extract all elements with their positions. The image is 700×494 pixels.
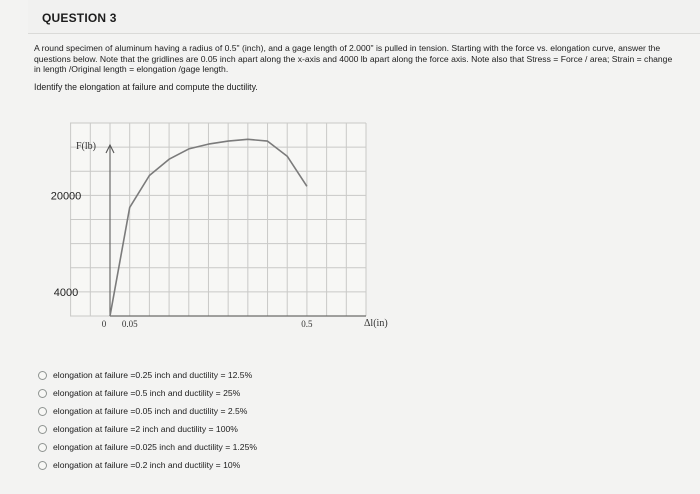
answer-option-6[interactable]: [38, 456, 257, 474]
question-header: [28, 0, 700, 34]
x-tick-label: 0: [101, 319, 107, 329]
answer-option-label: elongation at failure =0.25 inch and ductility = 12.5%: [53, 370, 253, 380]
answer-option-1[interactable]: [38, 366, 257, 384]
answer-option-label: elongation at failure =0.2 inch and ductility = 10%: [53, 460, 241, 470]
x-tick-label: 0.05: [121, 319, 138, 329]
radio-button[interactable]: [38, 407, 47, 416]
answer-option-label: elongation at failure =2 inch and ductility = 100%: [53, 424, 238, 434]
y-tick-label: 4000: [53, 286, 79, 299]
answer-option-5[interactable]: [38, 438, 257, 456]
y-tick-label: 20000: [50, 190, 82, 203]
answer-option-label: elongation at failure =0.5 inch and ductility = 25%: [53, 388, 241, 398]
question-prompt: A round specimen of aluminum having a radius of 0.5" (inch), and a gage length of 2.000" is pulled in tension. Starting with the force vs. elongation curve, answer the questions below. Note that the gridlines are 0.05 inch apart along the x-axis and 4000 lb apart along the force axis. Note also that Stress = Force / area; Strain = change in length /Original length = elongation /gage length.: [34, 43, 673, 75]
radio-button[interactable]: [38, 443, 47, 452]
answer-option-4[interactable]: [38, 420, 257, 438]
answer-option-3[interactable]: [38, 402, 257, 420]
radio-button[interactable]: [38, 371, 47, 380]
radio-button[interactable]: [38, 389, 47, 398]
question-title: QUESTION 3: [42, 11, 117, 25]
x-tick-label: 0.5: [301, 319, 313, 329]
force-elongation-chart: [40, 108, 388, 348]
answer-option-label: elongation at failure =0.05 inch and ductility = 2.5%: [53, 406, 248, 416]
answer-option-2[interactable]: [38, 384, 257, 402]
y-axis-label: F(lb): [76, 141, 96, 152]
answer-options: [38, 366, 257, 474]
question-instruction: Identify the elongation at failure and compute the ductility.: [34, 82, 258, 92]
answer-option-label: elongation at failure =0.025 inch and ductility = 1.25%: [53, 442, 258, 452]
radio-button[interactable]: [38, 461, 47, 470]
x-axis-label: Δl(in): [364, 318, 388, 329]
radio-button[interactable]: [38, 425, 47, 434]
